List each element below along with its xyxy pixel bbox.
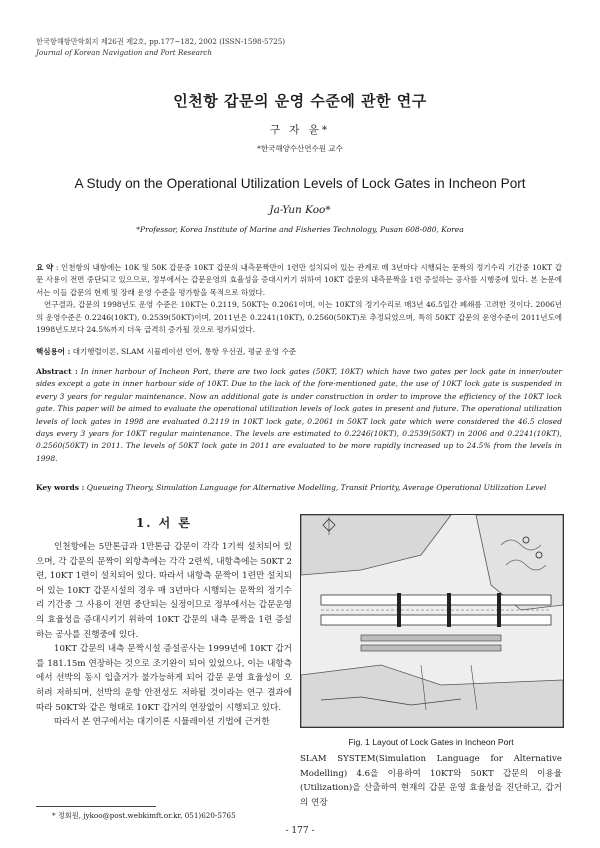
keywords-korean [36,346,562,358]
footnote-rule [36,806,156,807]
page-number: - 177 - [285,826,315,836]
keywords-english-text: Queueing Theory, Simulation Language for Alternative Modelling, Transit Priority, Average Operational Utilization Level [86,483,547,492]
figure-lock-gate-layout [300,514,564,728]
journal-header-ko: 한국항해항만학회지 제26권 제2호, pp.177~182, 2002 (ISSN-1598-5725) [36,37,286,46]
keywords-korean-label: 핵심용어 : [36,347,71,356]
journal-header [36,36,285,58]
intro-paragraph-3: 따라서 본 연구에서는 대기이론 시뮬레이션 기법에 근거한 [54,717,270,728]
keywords-korean-text: 대기행렬이론, SLAM 시뮬레이션 언어, 통항 우선권, 평균 운영 수준 [72,347,297,356]
intro-paragraph-1: 인천항에는 5만톤급과 1만톤급 갑문이 각각 1기씩 설치되어 있으며, 각 갑문의 문짝이 외항측에는 각각 2련씩, 내항측에는 50KT 2련, 10KT 1련이 설치되어 있다. 따라서 내항측 문짝이 1련만 설치되어 있는 10KT 갑문시설의 경우 매 3년마다 시행되는 문짝의 정기수리 기간중 그 사용이 전면 중단되는 실정이므로 정부에서는 갑문운영의 효율성을 증대시키기 위하여 10KT 갑문의 내측 문짝을 1련 증설하는 공사를 진행중에 있다. [36,542,292,640]
abstract-korean [36,262,562,336]
abstract-english-text: In inner harbour of Incheon Port, there are two lock gates (50KT, 10KT) which have two gates per lock gate in inner/outer sides except a gate in inner harbour side of 10KT. Due to the lack of the fore-mentioned gate, the use of 10KT lock gate is suspended in every 3 years for regular maintenance. Now an additional gate is under construction in order to improve the efficiency of the 10KT lock gate. This paper will be aimed to evaluate the operational utilization levels of lock gates in present and future. The operational utilization levels of lock gates in 1998 are evaluated 0.2119 in 10KT lock gate, 0.2061 in 50KT lock gate which were considered the 46.5 closed days every 3 years for 10KT regular maintenance. The levels are estimated to 0.2246(10KT), 0.2539(50KT) in 2006 and 0.2241(10KT), 0.2560(50KT) in 2011. The levels of 50KT lock gate in 2011 are evaluated to be more rapidly increased up to 24.5% from the levels in 1998. [36,367,562,463]
intro-paragraph-2: 10KT 갑문의 내측 문짝시설 증설공사는 1999년에 10KT 갑거를 181.15m 연장하는 것으로 조기완이 되어 있었으나, 이는 내항측에서 선박의 동시 입출거가 불가능하게 되어 갑문 운영 효율성이 오히려 저하되며, 선박의 운항 안전성도 저하될 것이라는 연구 결과에 따라 50KT와 같은 형태로 10KT 갑거의 연장없이 시행되고 있다. [36,644,292,713]
author-english: Ja-Yun Koo* [269,204,331,216]
journal-header-en: Journal of Korean Navigation and Port Research [36,48,212,57]
abstract-english-label: Abstract : [36,367,78,376]
affiliation-korean: *한국해양수산연수원 교수 [257,144,343,153]
intro-left-column [36,540,292,730]
author-korean: 구 자 윤* [269,124,331,136]
abstract-english [36,366,562,465]
abstract-korean-p2: 연구결과, 갑문의 1998년도 운영 수준은 10KT는 0.2119, 50KT는 0.2061이며, 이는 10KT의 정기수리로 매3년 46.5일간 폐쇄를 고려한 것이다. 2006년의 운영수준은 0.2246(10KT), 0.2539(50KT)이며, 2011년은 0.2241(10KT), 0.2560(50KT)로 추정되었으며, 특히 50KT 갑문의 운영수준이 2011년도에 1998년도보다 24.5%까지 더욱 급격히 증가될 것으로 평가되었다. [36,300,562,335]
intro-right-column: SLAM SYSTEM(Simulation Language for Alternative Modelling) 4.6을 이용하여 10KT와 50KT 갑문의 이용율(Utilization)을 산출하여 현재의 갑문 운영 효율성을 진단하고, 갑거의 연장 [300,754,562,808]
lock-gate-layout-drawing [301,515,563,727]
figure-caption: Fig. 1 Layout of Lock Gates in Incheon Port [348,737,514,747]
keywords-english-label: Key words : [36,483,85,492]
section-heading-introduction: 1. 서 론 [135,516,193,530]
title-korean: 인천항 갑문의 운영 수준에 관한 연구 [173,92,427,110]
affiliation-english: *Professor, Korea Institute of Marine and Fisheries Technology, Pusan 608-080, Korea [136,225,464,234]
abstract-korean-label: 요 약 [36,263,54,272]
abstract-korean-p1: 요 약 : 인천항의 내항에는 10K 및 50K 갑문중 10KT 갑문의 내측문짝만이 1련만 설치되어 있는 관계로 매 3년마다 시행되는 문짝의 정기수리 기간중 10KT 갑문 사용이 전면 중단되고 있으므로, 정부에서는 갑문운영의 효율성을 증대시키기 위하여 10KT 갑문의 내측문짝을 1련 증설하는 공사를 시행중에 있다. 본 논문에서는 이들 갑문의 현재 및 장래 운영 수준을 평가함을 목적으로 하였다. [36,263,563,297]
footnote: * 정회원, jykoo@post.webkimft.or.kr, 051)620-5765 [52,811,236,820]
title-english: A Study on the Operational Utilization Levels of Lock Gates in Incheon Port [74,176,526,191]
keywords-english [36,482,562,494]
